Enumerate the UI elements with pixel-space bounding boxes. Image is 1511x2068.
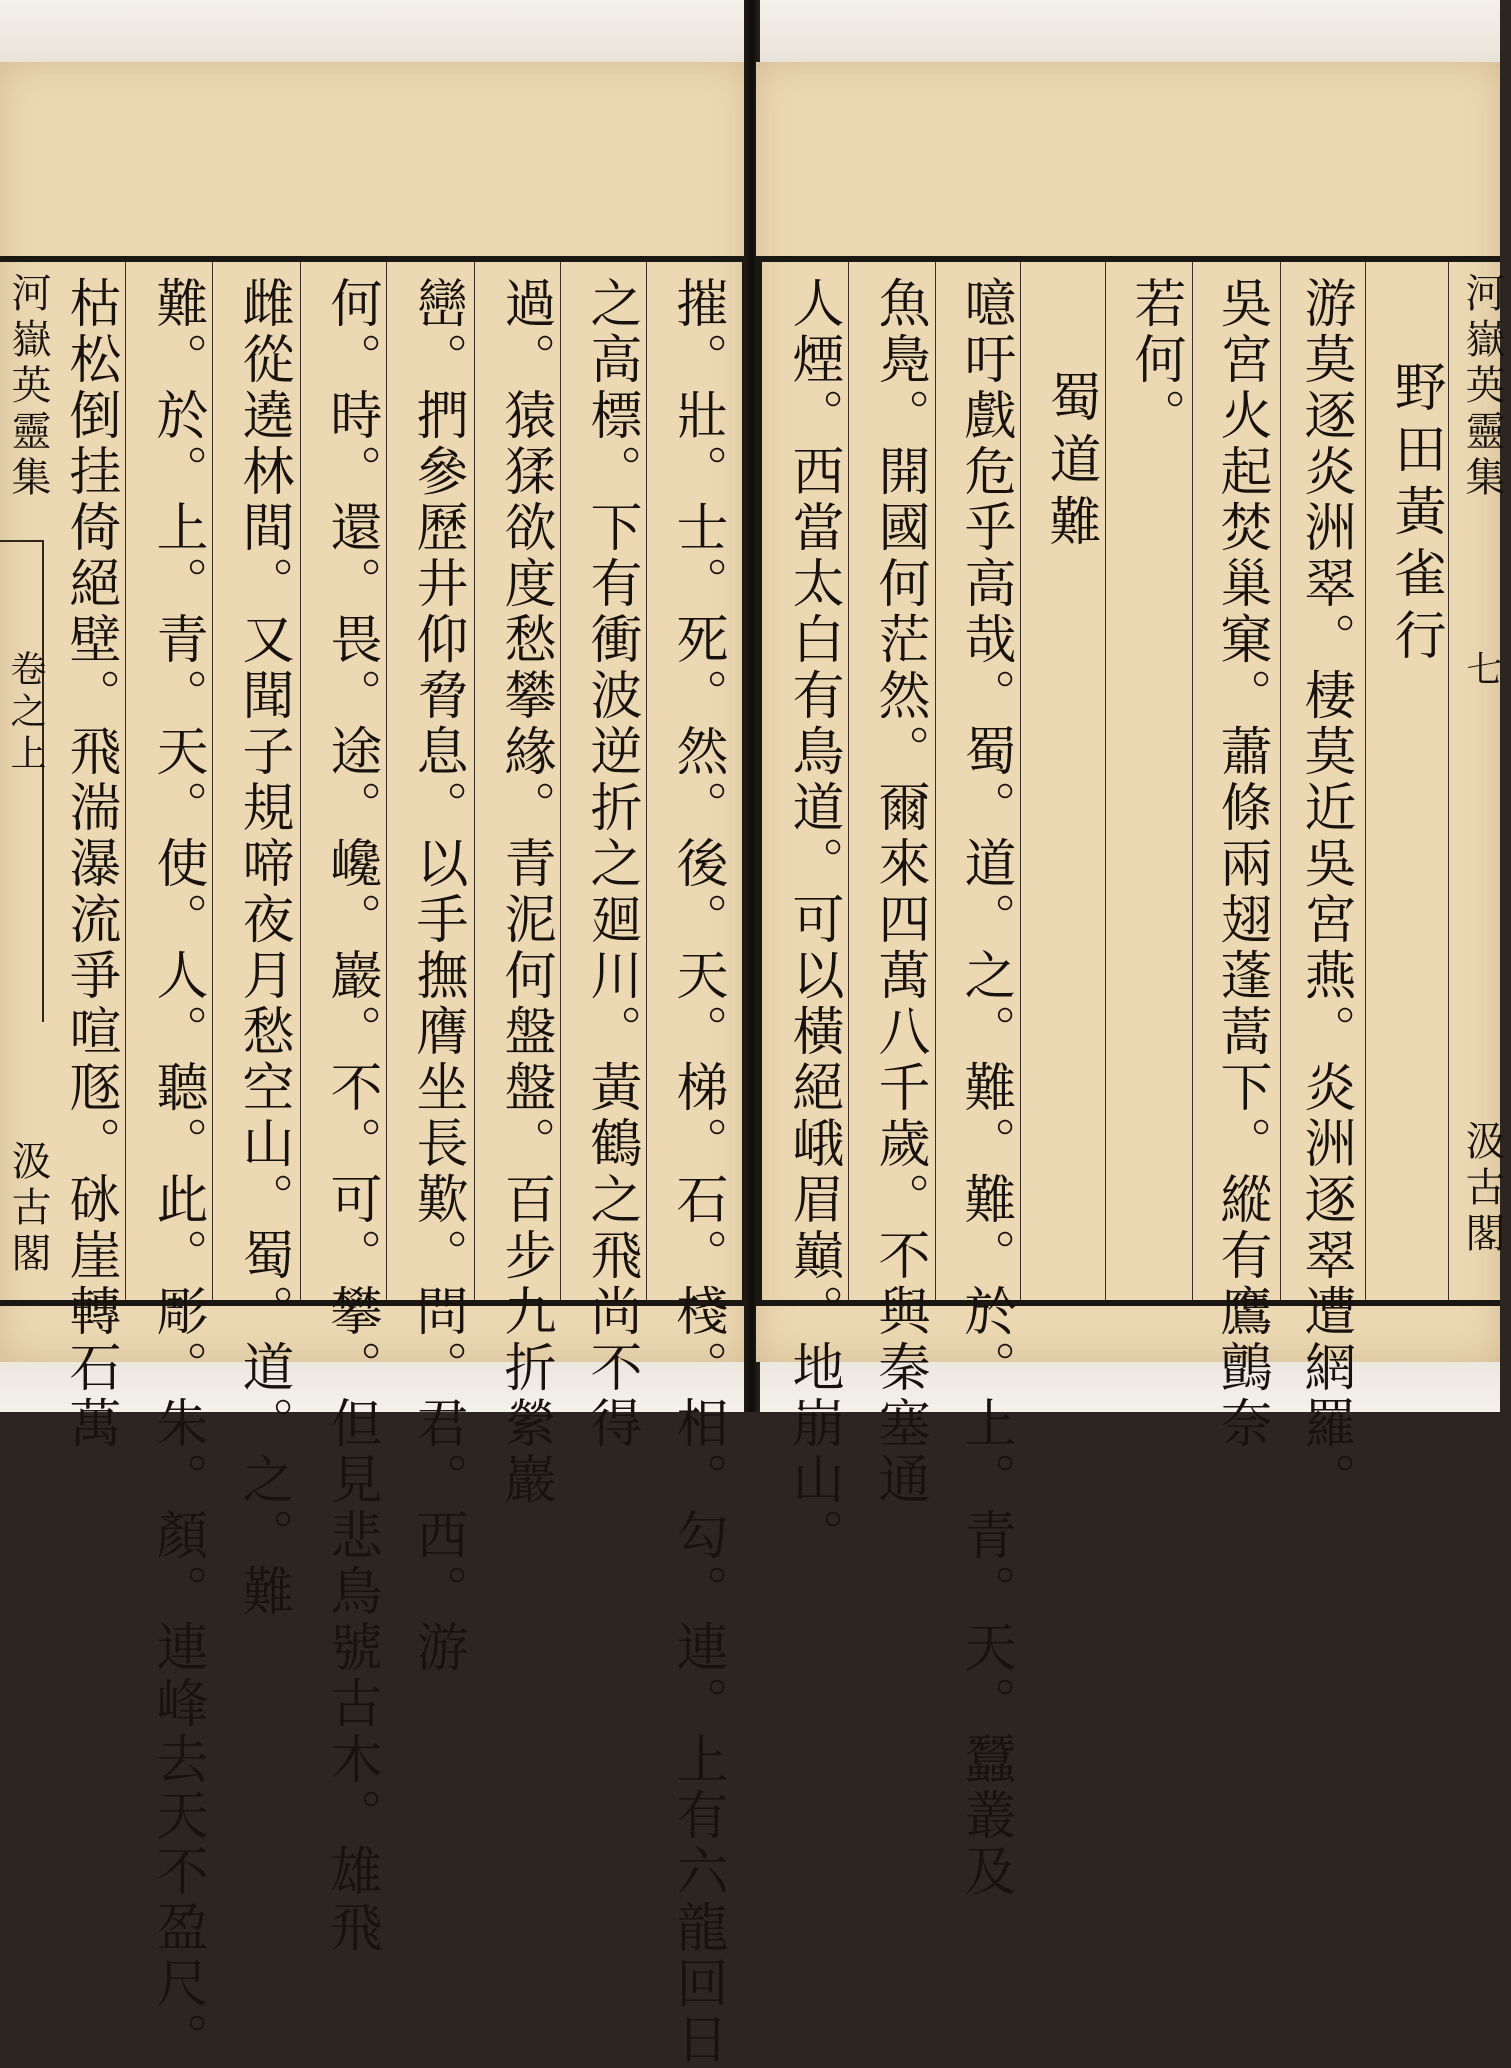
column-rule [386, 262, 387, 1300]
text-column: 雌從遶林間。又聞子規啼夜月愁空山。蜀。道。之。難 [233, 276, 293, 1620]
right-margin-title: 河嶽英靈集 [1459, 272, 1505, 502]
column-rule [1192, 262, 1193, 1300]
column-rule [935, 262, 936, 1300]
left-margin-box [0, 540, 44, 1022]
text-column: 何。時。還。畏。途。巉。巖。不。可。攀。但見悲鳥號古木。雄飛 [321, 276, 381, 1956]
column-rule [212, 262, 213, 1300]
column-rule [646, 262, 647, 1300]
text-column: 噫吁戲危乎高哉。蜀。道。之。難。難。於。上。青。天。蠶叢及 [955, 276, 1015, 1900]
left-margin-press: 汲古閣 [5, 1140, 51, 1278]
column-rule [848, 262, 849, 1300]
text-column: 巒。捫參歷井仰脅息。以手撫膺坐長歎。問。君。西。游 [407, 276, 467, 1676]
text-column: 魚鳧。開國何茫然。爾來四萬八千歲。不與秦塞通 [869, 276, 929, 1508]
text-column: 若何。 [1125, 276, 1185, 444]
text-column: 難。於。上。青。天。使。人。聽。此。彫。朱。顏。連峰去天不盈尺。 [147, 276, 207, 2068]
column-rule [300, 262, 301, 1300]
column-rule [125, 262, 126, 1300]
text-column: 之高標。下有衝波逆折之廻川。黃鶴之飛尚不得 [581, 276, 641, 1452]
left-margin-volume: 卷之上 [5, 650, 46, 776]
text-column: 摧。壯。士。死。然。後。天。梯。石。棧。相。勾。連。上有六龍回日 [667, 276, 727, 2068]
text-column: 過。猿猱欲度愁攀緣。青泥何盤盤。百步九折縈巖 [495, 276, 555, 1508]
column-rule [560, 262, 561, 1300]
column-rule [474, 262, 475, 1300]
poem-title: 蜀道難 [1040, 370, 1100, 556]
text-column: 吳宮火起焚巢窠。蕭條兩翅蓬蒿下。縱有鷹鸇奈 [1211, 276, 1271, 1452]
text-column: 人煙。西當太白有鳥道。可以橫絕峨眉巔。地崩山。 [783, 276, 843, 1564]
column-rule [1105, 262, 1106, 1300]
right-margin-press: 汲古閣 [1459, 1120, 1505, 1258]
column-rule [1280, 262, 1281, 1300]
column-rule [1365, 262, 1366, 1300]
right-margin-page-number: 七 [1461, 650, 1502, 692]
poem-title: 野田黃雀行 [1385, 360, 1445, 670]
text-column: 游莫逐炎洲翠。棲莫近吳宮燕。炎洲逐翠遭網羅。 [1295, 276, 1355, 1508]
left-margin-title: 河嶽英靈集 [5, 272, 51, 502]
column-rule [1020, 262, 1021, 1300]
text-column: 枯松倒挂倚絕壁。飛湍瀑流爭喧豗。砯崖轉石萬 [60, 276, 120, 1452]
